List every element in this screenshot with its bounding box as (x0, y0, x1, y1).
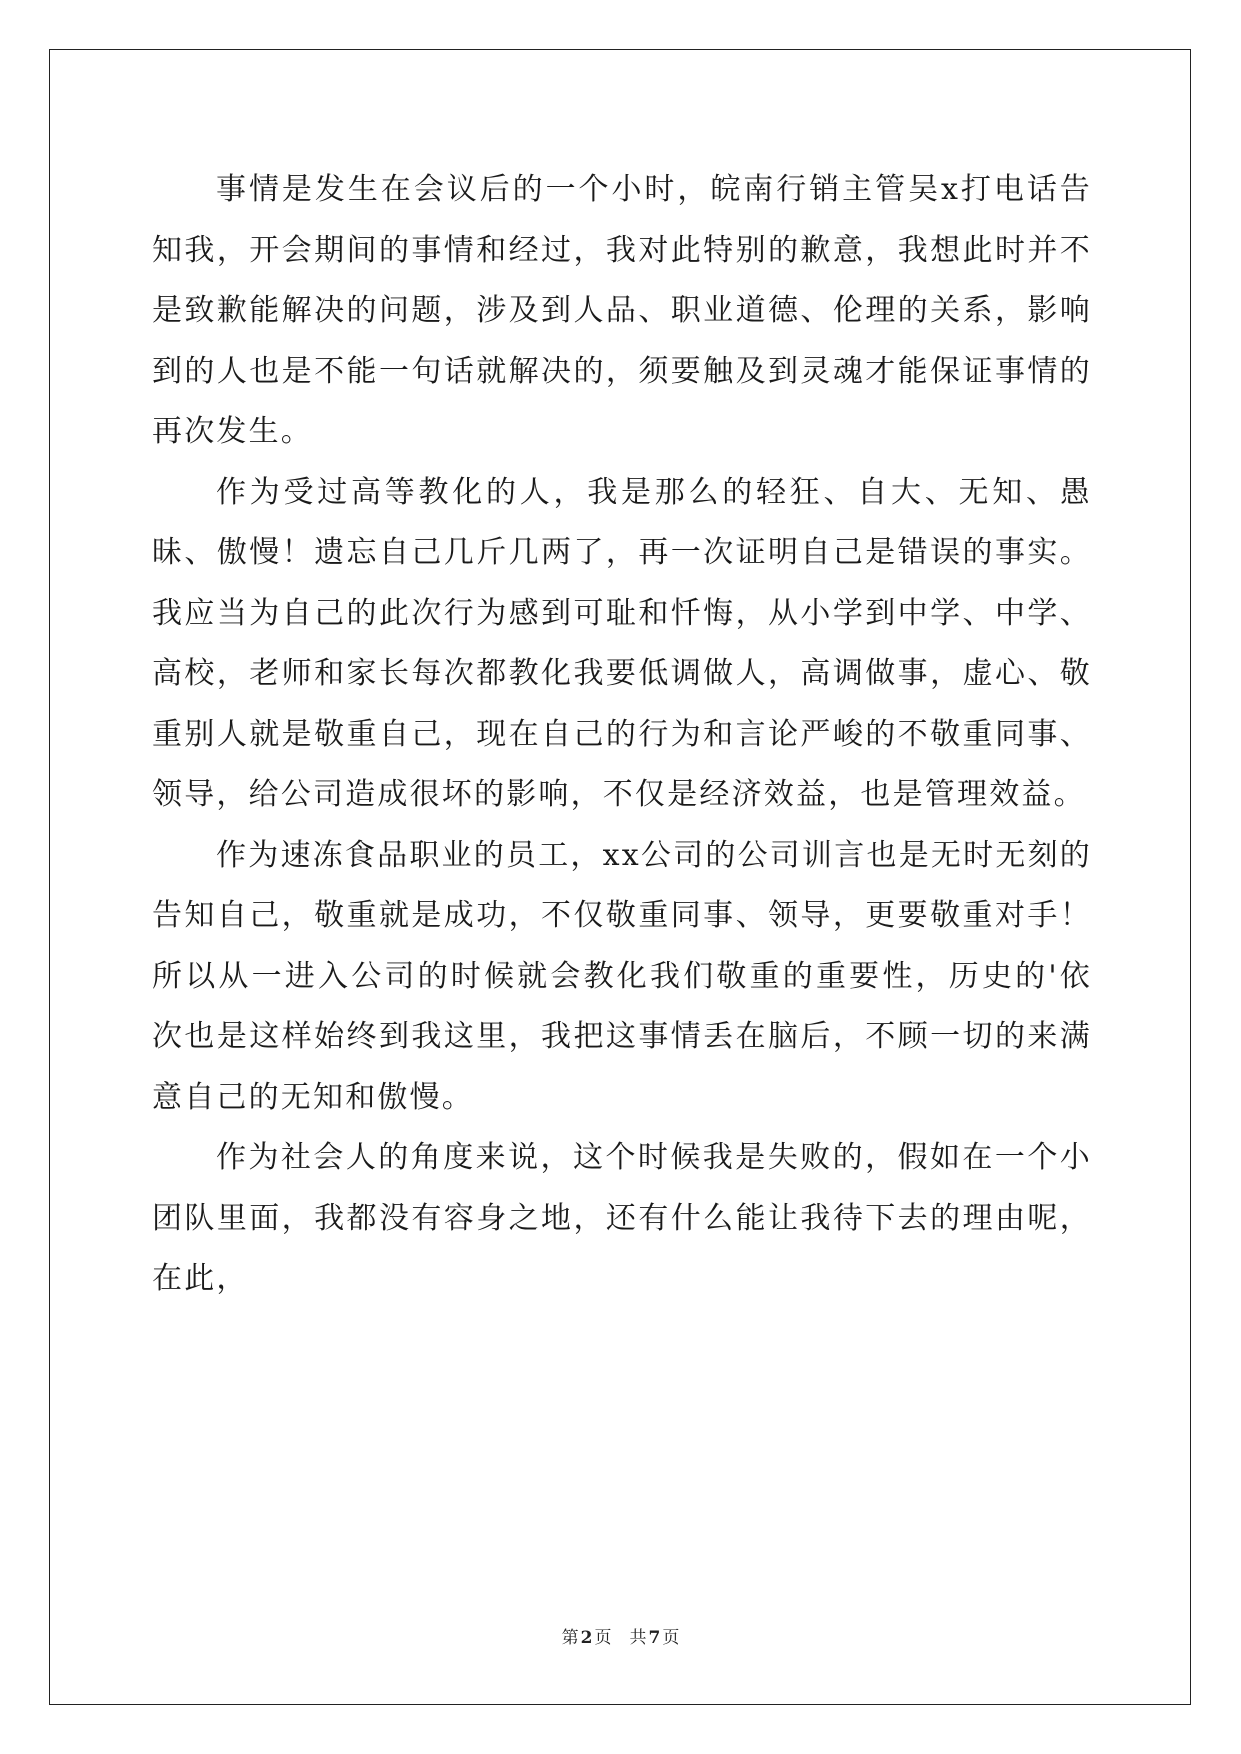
footer-page-prefix: 第 (561, 1628, 579, 1648)
page-footer (0, 1623, 1241, 1648)
paragraph-4: 作为社会人的角度来说，这个时候我是失败的，假如在一个小团队里面，我都没有容身之地，还有什么能让我待下去的理由呢，在此， (152, 1140, 1092, 1296)
paragraph-2: 作为受过高等教化的人，我是那么的轻狂、自大、无知、愚昧、傲慢！遗忘自己几斤几两了，再一次证明自己是错误的事实。我应当为自己的此次行为感到可耻和忏悔，从小学到中学、中学、高校，老师和家长每次都教化我要低调做人，高调做事，虚心、敬重别人就是敬重自己，现在自己的行为和言论严峻的不敬重同事、领导，给公司造成很坏的影响，不仅是经济效益，也是管理效益。 (152, 474, 1092, 812)
document-body (152, 160, 1092, 1310)
footer-page-suffix: 页 (594, 1628, 612, 1648)
footer-total-prefix: 共 (629, 1628, 647, 1648)
footer-total-suffix: 页 (662, 1628, 680, 1648)
paragraph-3: 作为速冻食品职业的员工，xx公司的公司训言也是无时无刻的告知自己，敬重就是成功，不仅敬重同事、领导，更要敬重对手！所以从一进入公司的时候就会教化我们敬重的重要性，历史的'依次也是这样始终到我这里，我把这事情丢在脑后，不顾一切的来满意自己的无知和傲慢。 (152, 837, 1092, 1115)
paragraph-1: 事情是发生在会议后的一个小时，皖南行销主管吴x打电话告知我，开会期间的事情和经过，我对此特别的歉意，我想此时并不是致歉能解决的问题，涉及到人品、职业道德、伦理的关系，影响到的人也是不能一句话就解决的，须要触及到灵魂才能保证事情的再次发生。 (152, 172, 1092, 449)
footer-current-page: 2 (580, 1628, 593, 1648)
footer-total-pages: 7 (648, 1628, 661, 1648)
